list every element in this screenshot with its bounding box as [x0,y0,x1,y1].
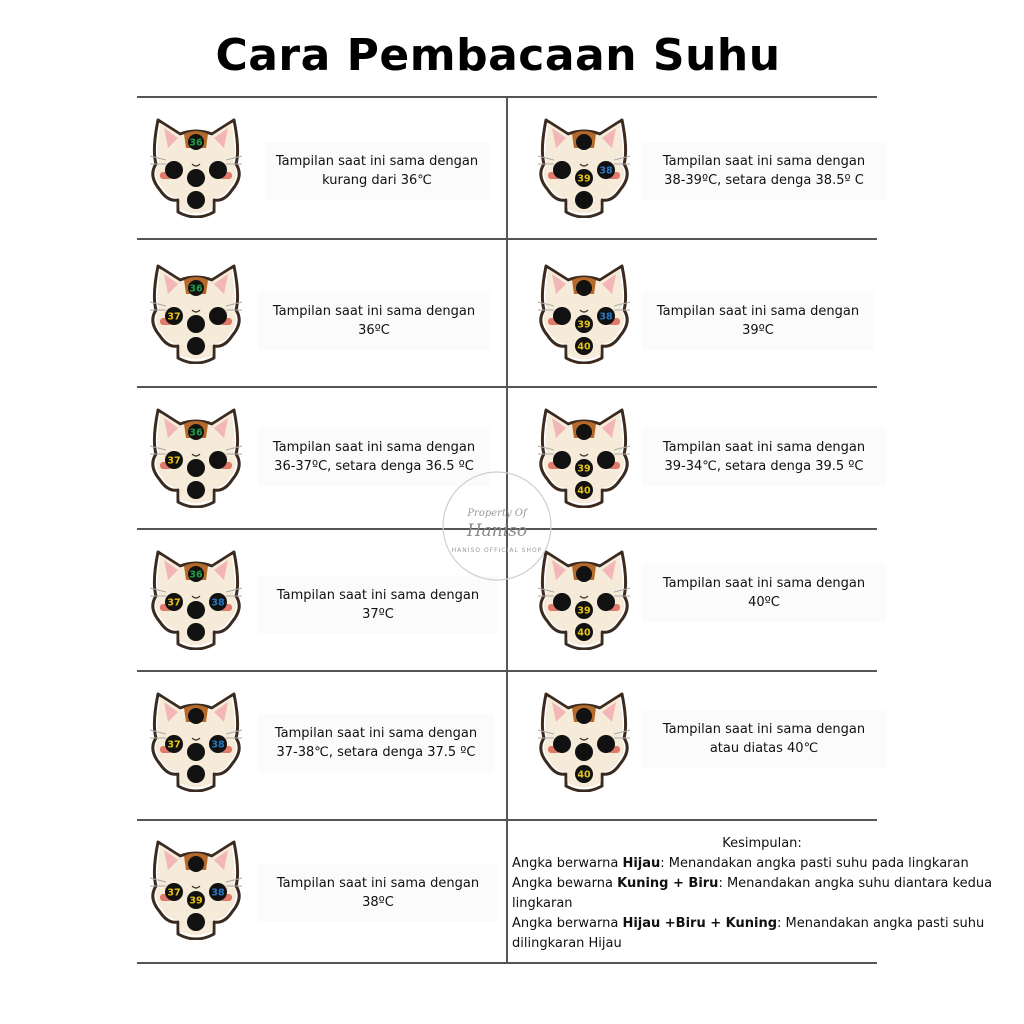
reading-text [258,292,490,350]
temp-number: 39 [577,463,591,475]
temp-number: 37 [167,887,181,899]
temp-dot-left [165,735,183,753]
reading-line-2: 38ºC [362,895,394,910]
reading-line-1: Tampilan saat ini sama dengan [276,588,480,603]
reading-text [642,292,874,350]
reading-line-2: 37-38℃, setara denga 37.5 ºC [276,745,476,760]
temp-dot-top [576,280,592,296]
temp-number: 38 [211,739,225,751]
temp-dot-right [597,593,615,611]
temp-dot-bottom [187,481,205,499]
text: Angka berwarna [512,856,623,871]
temp-number: 36 [189,427,203,439]
reading-line-2: atau diatas 40℃ [709,741,819,756]
reading-row [138,250,506,390]
watermark-logo [437,466,557,586]
temp-dot-bottom [575,765,593,783]
temp-dot-middle [187,743,205,761]
temp-dot-top [188,134,204,150]
temp-number: 38 [211,597,225,609]
thermometer-cat-icon [144,110,248,218]
reading-line-1: Tampilan saat ini sama dengan [274,726,478,741]
temp-dot-bottom [187,623,205,641]
temp-dot-left [165,451,183,469]
temp-number: 36 [189,283,203,295]
conclusion-line [512,854,1022,874]
temp-number: 39 [577,319,591,331]
temp-dot-middle [187,891,205,909]
temp-dot-top [576,134,592,150]
reading-line-2: kurang dari 36℃ [322,173,432,188]
temp-dot-right [209,307,227,325]
reading-row [508,250,876,390]
temp-number: 38 [211,887,225,899]
temp-dot-top [576,708,592,724]
temp-dot-top [188,566,204,582]
temp-number: 36 [189,569,203,581]
temp-dot-bottom [187,337,205,355]
reading-line-2: 37ºC [362,607,394,622]
temp-dot-right [597,451,615,469]
reading-line-1: Tampilan saat ini sama dengan [272,304,476,319]
reading-line-2: 39-34℃, setara denga 39.5 ºC [664,459,864,474]
reading-line-2: 38-39ºC, setara denga 38.5º C [664,173,864,188]
text-bold: Kuning + Biru [617,876,719,891]
temp-dot-top [576,566,592,582]
temp-number: 37 [167,311,181,323]
temp-dot-top [188,424,204,440]
reading-text [642,142,886,200]
temp-dot-middle [575,743,593,761]
temp-dot-right [597,307,615,325]
temp-dot-left [165,307,183,325]
temp-number: 39 [577,605,591,617]
text: : Menandakan angka suhu diantara kedua lingkaran [512,876,993,911]
reading-line-1: Tampilan saat ini sama dengan [272,440,476,455]
temp-dot-bottom [575,623,593,641]
conclusion-heading: Kesimpulan: [722,836,802,851]
temp-dot-right [209,451,227,469]
temp-number: 38 [599,165,613,177]
thermometer-cat-icon [144,542,248,650]
temp-number: 40 [577,627,591,639]
reading-text [265,142,489,200]
text: : Menandakan angka pasti suhu pada lingkaran [660,856,969,871]
temp-number: 39 [189,895,203,907]
text-bold: Hijau +Biru + Kuning [622,916,778,931]
temp-number: 36 [189,137,203,149]
temp-dot-right [209,161,227,179]
temp-dot-top [188,856,204,872]
thermometer-cat-icon [144,256,248,364]
temp-dot-bottom [187,191,205,209]
thermometer-cat-icon [532,684,636,792]
temp-dot-middle [187,169,205,187]
thermometer-cat-icon [144,400,248,508]
temp-dot-right [597,735,615,753]
temp-dot-top [576,424,592,440]
reading-text [642,564,886,622]
conclusion-line [512,874,1022,914]
watermark-text: Property Of [467,508,527,519]
temp-dot-top [188,280,204,296]
temp-dot-bottom [575,337,593,355]
temp-dot-left [553,161,571,179]
reading-row [508,104,876,244]
thermometer-cat-icon [144,684,248,792]
text: Angka bewarna [512,876,618,891]
thermometer-cat-icon [144,832,248,940]
temp-number: 40 [577,769,591,781]
watermark-text: Haniso [466,521,528,541]
temp-dot-left [553,307,571,325]
temp-dot-middle [187,601,205,619]
temp-dot-middle [575,601,593,619]
reading-text [258,714,494,772]
temp-number: 39 [577,173,591,185]
text-bold: Hijau [622,856,661,871]
thermometer-cat-icon [532,110,636,218]
reading-text [642,710,886,768]
temp-dot-left [165,161,183,179]
temp-dot-left [165,593,183,611]
reading-line-1: Tampilan saat ini sama dengan [662,154,866,169]
conclusion-block [512,834,1022,954]
reading-line-1: Tampilan saat ini sama dengan [275,154,479,169]
reading-line-1: Tampilan saat ini sama dengan [656,304,860,319]
text: Angka berwarna [512,916,623,931]
reading-row [508,536,876,676]
temp-dot-left [553,735,571,753]
reading-row [138,826,506,966]
temp-number: 38 [599,311,613,323]
temp-dot-middle [575,315,593,333]
temp-dot-right [209,735,227,753]
reading-row [508,394,876,534]
temp-number: 40 [577,485,591,497]
temp-dot-bottom [187,765,205,783]
page-title: Cara Pembacaan Suhu [215,30,781,81]
reading-line-1: Tampilan saat ini sama dengan [276,876,480,891]
reading-row [138,104,506,244]
temp-dot-bottom [575,191,593,209]
reading-line-1: Tampilan saat ini sama dengan [662,576,866,591]
temp-number: 37 [167,455,181,467]
reading-text [642,428,886,486]
temp-dot-middle [575,169,593,187]
temp-dot-right [597,161,615,179]
reading-row [508,678,876,818]
temp-number: 40 [577,341,591,353]
reading-text [258,864,498,922]
thermometer-cat-icon [532,256,636,364]
conclusion-line [512,914,1022,954]
reading-line-2: 39ºC [742,323,774,338]
temp-dot-right [209,593,227,611]
temp-dot-right [209,883,227,901]
text: : Menandakan angka pasti suhu dilingkaran Hijau [512,916,985,951]
temp-dot-left [165,883,183,901]
temp-number: 37 [167,739,181,751]
temp-number: 37 [167,597,181,609]
temp-dot-bottom [187,913,205,931]
reading-line-1: Tampilan saat ini sama dengan [662,440,866,455]
reading-line-1: Tampilan saat ini sama dengan [662,722,866,737]
reading-line-2: 36-37ºC, setara denga 36.5 ºC [274,459,474,474]
reading-line-2: 40ºC [748,595,780,610]
temp-dot-middle [187,459,205,477]
reading-row [138,678,506,818]
watermark-text: HANISO OFFICIAL SHOP [451,547,543,554]
temp-dot-left [553,593,571,611]
temp-dot-bottom [575,481,593,499]
temp-dot-middle [575,459,593,477]
temp-dot-top [188,708,204,724]
reading-line-2: 36ºC [358,323,390,338]
temp-dot-middle [187,315,205,333]
